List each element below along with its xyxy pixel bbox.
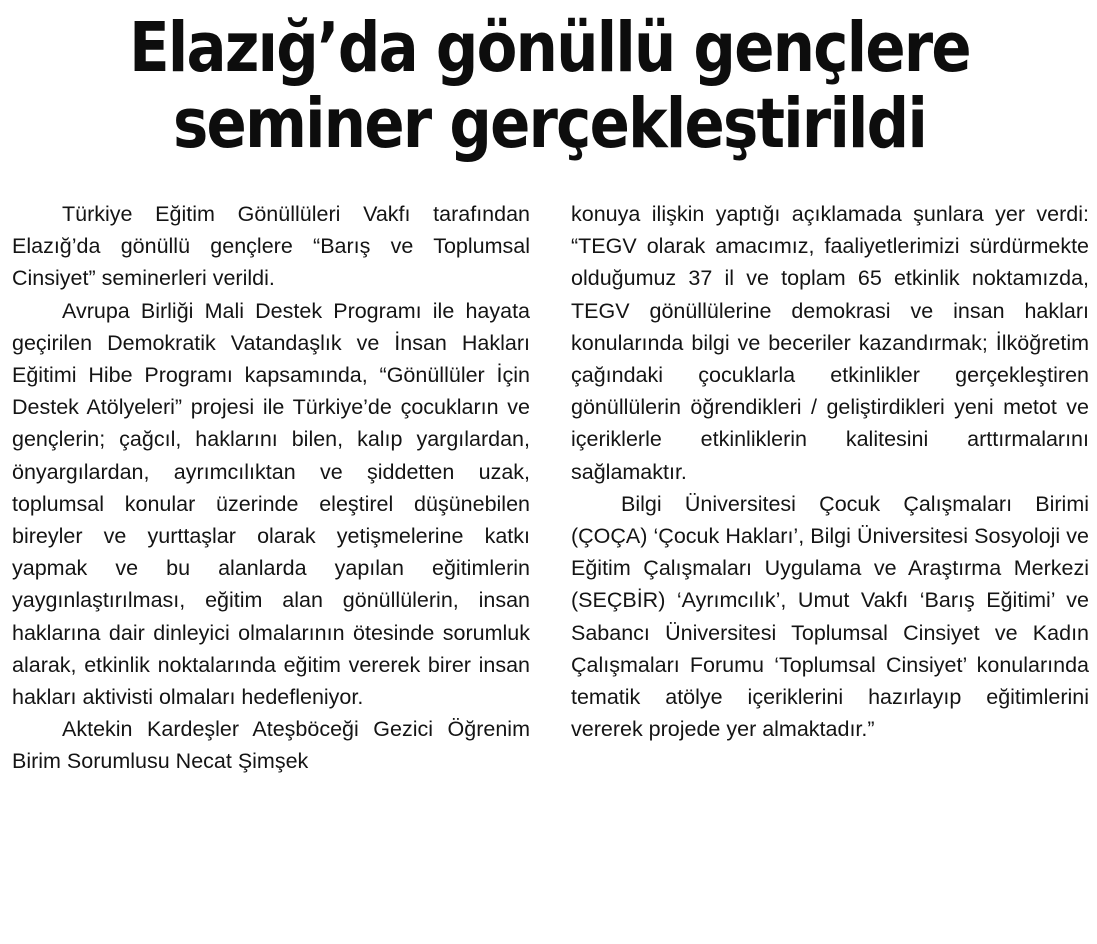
headline-line-1: Elazığ’da gönüllü gençlere (129, 8, 970, 88)
paragraph-continued: konuya ilişkin yaptığı açıklamada şunlara yer verdi: “TEGV olarak amacımız, faaliyetlerimizi sürdürmekte olduğumuz 37 il ve toplam 65 etkinlik noktamızda, TEGV gönüllülerine demokrasi ve insan hakları konularında bilgi ve beceriler kazandırmak; İlköğretim çağındaki çocuklarla etkinlikler gerçekleştiren gönüllülerin öğrendikleri / geliştirdikleri yeni metot ve içeriklerle etkinliklerin kalitesini arttırmalarını sağlamaktır. (571, 202, 1089, 484)
paragraph: Aktekin Kardeşler Ateşböceği Gezici Öğrenim Birim Sorumlusu Necat Şimşek (12, 717, 530, 774)
paragraph: Avrupa Birliği Mali Destek Programı ile hayata geçirilen Demokratik Vatandaşlık ve İnsan Hakları Eğitimi Hibe Programı kapsamında, “Gönüllüler İçin Destek Atölyeleri” projesi ile Türkiye’de çocukların ve gençlerin; çağcıl, haklarını bilen, kalıp yargılardan, önyargılardan, ayrımcılıktan ve şiddetten uzak, toplumsal konular üzerinde eleştirel düşünebilen bireyler ve yurttaşlar olarak yetişmelerine katkı yapmak ve bu alanlarda yapılan eğitimlerin yaygınlaştırılması, eğitim alan gönüllülerin, insan haklarına dair dinleyici olmalarının ötesinde sorumluk alarak, etkinlik noktalarında eğitim vererek birer insan hakları aktivisti olmaları hedefleniyor. (12, 298, 530, 710)
left-column (12, 198, 530, 938)
right-column (571, 198, 1089, 938)
paragraph: Türkiye Eğitim Gönüllüleri Vakfı tarafından Elazığ’da gönüllü gençlere “Barış ve Toplumsal Cinsiyet” seminerleri verildi. (12, 202, 530, 291)
headline (87, 10, 1012, 162)
article-body (12, 198, 1089, 938)
headline-line-2: seminer gerçekleştirildi (172, 84, 927, 164)
paragraph: Bilgi Üniversitesi Çocuk Çalışmaları Birimi (ÇOÇA) ‘Çocuk Hakları’, Bilgi Üniversitesi Sosyoloji ve Eğitim Çalışmaları Uygulama ve Araştırma Merkezi (SEÇBİR) ‘Ayrımcılık’, Umut Vakfı ‘Barış Eğitimi’ ve Sabancı Üniversitesi Toplumsal Cinsiyet ve Kadın Çalışmaları Forumu ‘Toplumsal Cinsiyet’ konularında tematik atölye içeriklerini hazırlayıp eğitimlerini vererek projede yer almaktadır.” (571, 491, 1089, 742)
